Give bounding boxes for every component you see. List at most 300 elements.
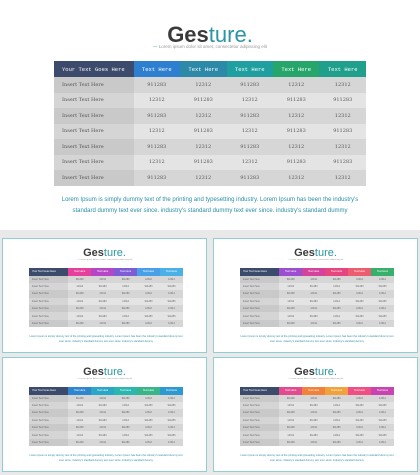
table-cell: 911283 (160, 417, 183, 424)
table-header-col-3: Text Here (325, 268, 348, 276)
table-cell: 12312 (160, 305, 183, 312)
table-header-col-5: Text Here (371, 268, 394, 276)
table-row (240, 283, 394, 290)
table-row (54, 155, 366, 171)
table-cell: 911283 (302, 312, 325, 319)
table-cell: 911283 (114, 409, 137, 416)
slide-thumbnail-1[interactable] (2, 238, 207, 353)
row-label: Insert Text Here (240, 417, 279, 424)
table-cell: 911283 (348, 402, 371, 409)
table-row (54, 170, 366, 186)
row-label: Insert Text Here (29, 283, 68, 290)
data-table (240, 268, 394, 327)
table-header-main: Your Text Goes Here (240, 268, 279, 276)
data-table (240, 387, 394, 446)
row-label: Insert Text Here (240, 276, 279, 283)
table-row (54, 108, 366, 124)
table-body (240, 276, 394, 328)
table-cell: 911283 (279, 395, 302, 402)
table-cell: 12312 (68, 312, 91, 319)
table-cell: 911283 (325, 409, 348, 416)
table-cell: 12312 (137, 276, 160, 283)
table-cell: 911283 (371, 402, 394, 409)
table-cell: 12312 (91, 439, 114, 446)
table-cell: 911283 (114, 290, 137, 297)
table-header-col-3: Text Here (114, 387, 137, 395)
table-cell: 911283 (302, 417, 325, 424)
table-cell: 911283 (319, 124, 366, 140)
table-cell: 12312 (160, 320, 183, 327)
table-cell: 12312 (137, 305, 160, 312)
slide-title (214, 366, 417, 378)
table-row (54, 139, 366, 155)
table-cell: 12312 (91, 424, 114, 431)
slide-subtitle (0, 44, 420, 49)
table-cell: 911283 (348, 298, 371, 305)
title-part-1: Ges (167, 22, 209, 47)
table-cell: 12312 (91, 276, 114, 283)
slide-subtitle (214, 259, 417, 261)
table-cell: 12312 (68, 417, 91, 424)
title-part-2: ture. (314, 247, 337, 259)
table-cell: 911283 (91, 312, 114, 319)
table-header-col-2: Text Here (180, 61, 226, 77)
table-header-main: Your Text Goes Here (29, 387, 68, 395)
table-cell: 911283 (273, 124, 319, 140)
row-label: Insert Text Here (29, 298, 68, 305)
table-row (29, 298, 183, 305)
title-part-2: ture. (208, 22, 253, 47)
table-body (240, 395, 394, 447)
table-header-col-4: Text Here (137, 268, 160, 276)
table-cell: 911283 (91, 417, 114, 424)
body-paragraph: Lorem Ipsum is simply dummy text of the printing and typesetting industry. Lorem Ipsum has been the industry's standard dummy text ever since. industry's standard dummy text ever since. industry's standard dummy (240, 335, 394, 343)
table-row (29, 305, 183, 312)
table-cell: 911283 (114, 439, 137, 446)
table-cell: 12312 (348, 305, 371, 312)
table-cell: 12312 (279, 431, 302, 438)
row-label: Insert Text Here (29, 320, 68, 327)
table-row (29, 424, 183, 431)
table-cell: 911283 (91, 298, 114, 305)
table-cell: 12312 (273, 139, 319, 155)
table-cell: 911283 (348, 312, 371, 319)
table-row (240, 424, 394, 431)
table-cell: 911283 (325, 439, 348, 446)
row-label: Insert Text Here (54, 139, 134, 155)
table-row (29, 312, 183, 319)
table-cell: 911283 (371, 417, 394, 424)
slide-subtitle (3, 378, 206, 380)
body-paragraph: Lorem Ipsum is simply dummy text of the printing and typesetting industry. Lorem Ipsum has been the industry's standard dummy text ever since. industry's standard dummy text ever since. industry's standard dummy (240, 454, 394, 462)
table-cell: 911283 (68, 424, 91, 431)
table-row (29, 409, 183, 416)
table-cell: 911283 (273, 155, 319, 171)
table-cell: 911283 (68, 320, 91, 327)
table-header-col-5: Text Here (160, 387, 183, 395)
row-label: Insert Text Here (54, 93, 134, 109)
slide-thumbnail-3[interactable] (2, 357, 207, 472)
table-cell: 911283 (371, 312, 394, 319)
table-cell: 12312 (348, 395, 371, 402)
table-cell: 12312 (325, 298, 348, 305)
table-cell: 12312 (371, 305, 394, 312)
table-cell: 12312 (68, 402, 91, 409)
table-cell: 12312 (134, 93, 180, 109)
table-cell: 12312 (180, 139, 226, 155)
data-table (29, 387, 183, 446)
table-row (240, 409, 394, 416)
subtitle-text: Lorem ipsum dolor sit amet, consectetur adipiscing elit (290, 378, 344, 380)
table-cell: 911283 (114, 395, 137, 402)
row-label: Insert Text Here (240, 312, 279, 319)
row-label: Insert Text Here (54, 108, 134, 124)
row-label: Insert Text Here (240, 431, 279, 438)
table-cell: 911283 (325, 395, 348, 402)
dash-decoration: — (152, 44, 159, 49)
table-cell: 911283 (160, 402, 183, 409)
table-cell: 911283 (279, 305, 302, 312)
table-cell: 12312 (68, 431, 91, 438)
subtitle-text: Lorem ipsum dolor sit amet, consectetur adipiscing elit (158, 44, 268, 49)
slide-subtitle (214, 378, 417, 380)
table-cell: 911283 (134, 139, 180, 155)
table-cell: 12312 (302, 290, 325, 297)
table-cell: 12312 (279, 283, 302, 290)
table-cell: 911283 (325, 320, 348, 327)
table-cell: 911283 (68, 409, 91, 416)
table-cell: 911283 (134, 108, 180, 124)
table-header-col-4: Text Here (273, 61, 319, 77)
table-cell: 12312 (302, 276, 325, 283)
row-label: Insert Text Here (240, 290, 279, 297)
table-row (29, 290, 183, 297)
table-cell: 911283 (325, 290, 348, 297)
table-cell: 12312 (91, 409, 114, 416)
table-cell: 911283 (180, 155, 226, 171)
table-cell: 12312 (134, 124, 180, 140)
table-cell: 12312 (371, 439, 394, 446)
row-label: Insert Text Here (240, 409, 279, 416)
table-header-col-2: Text Here (91, 268, 114, 276)
table-header-col-3: Text Here (114, 268, 137, 276)
row-label: Insert Text Here (29, 305, 68, 312)
table-cell: 911283 (114, 305, 137, 312)
row-label: Insert Text Here (29, 276, 68, 283)
table-header-col-3: Text Here (325, 387, 348, 395)
table-body (29, 395, 183, 447)
table-cell: 12312 (348, 424, 371, 431)
table-cell: 12312 (279, 417, 302, 424)
table-cell: 12312 (325, 402, 348, 409)
row-label: Insert Text Here (29, 431, 68, 438)
table-cell: 911283 (160, 298, 183, 305)
table-cell: 911283 (68, 276, 91, 283)
table-header-col-3: Text Here (227, 61, 273, 77)
table-cell: 911283 (371, 431, 394, 438)
table-header-main: Your Text Goes Here (54, 61, 134, 77)
table-cell: 12312 (91, 305, 114, 312)
row-label: Insert Text Here (240, 305, 279, 312)
table-header-main: Your Text Goes Here (240, 387, 279, 395)
table-header-col-2: Text Here (302, 268, 325, 276)
table-cell: 911283 (134, 77, 180, 93)
table-cell: 12312 (137, 409, 160, 416)
table-cell: 12312 (348, 439, 371, 446)
table-cell: 911283 (137, 312, 160, 319)
table-row (240, 320, 394, 327)
row-label: Insert Text Here (54, 77, 134, 93)
dash-decoration: — (76, 378, 80, 380)
table-cell: 911283 (325, 276, 348, 283)
table-cell: 12312 (160, 409, 183, 416)
table-header-col-5: Text Here (371, 387, 394, 395)
table-cell: 911283 (325, 424, 348, 431)
table-row (240, 298, 394, 305)
table-row (29, 439, 183, 446)
table-cell: 911283 (279, 409, 302, 416)
table-header-col-4: Text Here (348, 268, 371, 276)
table-cell: 911283 (279, 290, 302, 297)
slide-title (214, 247, 417, 259)
table-cell: 911283 (137, 298, 160, 305)
table-cell: 911283 (180, 93, 226, 109)
table-header-row (29, 268, 183, 276)
table-cell: 12312 (160, 439, 183, 446)
table-cell: 911283 (114, 424, 137, 431)
row-label: Insert Text Here (29, 409, 68, 416)
body-paragraph: Lorem Ipsum is simply dummy text of the printing and typesetting industry. Lorem Ipsum has been the industry's standard dummy text ever since. industry's standard dummy text ever since. industry's standard dummy (29, 335, 183, 343)
table-cell: 911283 (160, 312, 183, 319)
table-cell: 12312 (68, 298, 91, 305)
table-row (240, 290, 394, 297)
title-part-1: Ges (294, 247, 315, 259)
table-row (54, 93, 366, 109)
table-header-col-2: Text Here (91, 387, 114, 395)
row-label: Insert Text Here (54, 124, 134, 140)
table-cell: 12312 (180, 108, 226, 124)
table-cell: 911283 (137, 431, 160, 438)
body-paragraph: Lorem Ipsum is simply dummy text of the printing and typesetting industry. Lorem Ipsum has been the industry's standard dummy text ever since. industry's standard dummy text ever since. industry's standard dummy (61, 197, 359, 214)
table-cell: 12312 (371, 409, 394, 416)
table-cell: 12312 (160, 276, 183, 283)
table-cell: 12312 (273, 108, 319, 124)
table-header-row (240, 268, 394, 276)
table-cell: 911283 (302, 298, 325, 305)
table-row (240, 402, 394, 409)
table-cell: 911283 (348, 283, 371, 290)
table-cell: 12312 (273, 170, 319, 186)
table-header-col-5: Text Here (319, 61, 366, 77)
row-label: Insert Text Here (240, 283, 279, 290)
table-cell: 12312 (371, 290, 394, 297)
table-cell: 911283 (227, 108, 273, 124)
table-row (240, 305, 394, 312)
table-cell: 12312 (348, 409, 371, 416)
title-part-2: ture. (103, 247, 126, 259)
row-label: Insert Text Here (240, 395, 279, 402)
table-cell: 12312 (114, 402, 137, 409)
table-cell: 911283 (68, 290, 91, 297)
table-cell: 12312 (302, 305, 325, 312)
table-cell: 911283 (114, 320, 137, 327)
row-label: Insert Text Here (54, 170, 134, 186)
body-paragraph: Lorem Ipsum is simply dummy text of the printing and typesetting industry. Lorem Ipsum has been the industry's standard dummy text ever since. industry's standard dummy text ever since. industry's standard dummy (29, 454, 183, 462)
dash-decoration: — (76, 259, 80, 261)
table-cell: 12312 (348, 290, 371, 297)
table-header-row (29, 387, 183, 395)
table-cell: 12312 (319, 139, 366, 155)
table-cell: 12312 (180, 170, 226, 186)
data-table (29, 268, 183, 327)
title-part-2: ture. (103, 366, 126, 378)
table-cell: 12312 (325, 312, 348, 319)
table-header-row (54, 61, 366, 77)
table-cell: 911283 (319, 93, 366, 109)
table-cell: 12312 (137, 424, 160, 431)
table-cell: 911283 (279, 320, 302, 327)
slide-thumbnail-4[interactable] (213, 357, 418, 472)
table-cell: 12312 (273, 77, 319, 93)
table-cell: 12312 (114, 431, 137, 438)
table-cell: 12312 (227, 155, 273, 171)
dash-decoration: — (287, 259, 291, 261)
table-cell: 911283 (137, 417, 160, 424)
table-cell: 12312 (302, 424, 325, 431)
table-cell: 12312 (279, 402, 302, 409)
row-label: Insert Text Here (29, 395, 68, 402)
table-cell: 12312 (160, 290, 183, 297)
row-label: Insert Text Here (29, 417, 68, 424)
table-row (54, 77, 366, 93)
table-cell: 911283 (137, 283, 160, 290)
row-label: Insert Text Here (240, 439, 279, 446)
table-cell: 911283 (325, 305, 348, 312)
table-header-col-4: Text Here (348, 387, 371, 395)
table-header-col-5: Text Here (160, 268, 183, 276)
table-cell: 911283 (227, 139, 273, 155)
table-header-main: Your Text Goes Here (29, 268, 68, 276)
table-row (240, 417, 394, 424)
slide-thumbnail-2[interactable] (213, 238, 418, 353)
table-cell: 12312 (91, 395, 114, 402)
table-cell: 911283 (134, 170, 180, 186)
table-cell: 911283 (319, 155, 366, 171)
table-cell: 12312 (279, 312, 302, 319)
table-cell: 12312 (137, 290, 160, 297)
table-cell: 911283 (227, 77, 273, 93)
table-body (29, 276, 183, 328)
table-cell: 12312 (114, 312, 137, 319)
table-header-col-1: Text Here (279, 268, 302, 276)
table-header-col-1: Text Here (279, 387, 302, 395)
table-header-col-1: Text Here (68, 387, 91, 395)
table-cell: 12312 (348, 320, 371, 327)
table-row (29, 276, 183, 283)
table-row (29, 320, 183, 327)
table-cell: 911283 (273, 93, 319, 109)
data-table (54, 61, 366, 186)
table-row (29, 402, 183, 409)
table-cell: 12312 (371, 276, 394, 283)
row-label: Insert Text Here (29, 290, 68, 297)
table-cell: 911283 (91, 431, 114, 438)
slide-title (3, 247, 206, 259)
table-cell: 12312 (160, 424, 183, 431)
table-cell: 12312 (348, 276, 371, 283)
subtitle-text: Lorem ipsum dolor sit amet, consectetur adipiscing elit (79, 259, 133, 261)
table-cell: 12312 (180, 77, 226, 93)
row-label: Insert Text Here (29, 439, 68, 446)
table-row (240, 276, 394, 283)
table-row (240, 439, 394, 446)
table-cell: 911283 (371, 283, 394, 290)
table-cell: 12312 (134, 155, 180, 171)
table-header-col-2: Text Here (302, 387, 325, 395)
table-cell: 911283 (348, 417, 371, 424)
table-header-col-1: Text Here (68, 268, 91, 276)
table-row (29, 431, 183, 438)
table-row (54, 124, 366, 140)
table-cell: 12312 (371, 424, 394, 431)
table-cell: 12312 (114, 417, 137, 424)
row-label: Insert Text Here (29, 424, 68, 431)
table-cell: 12312 (91, 320, 114, 327)
table-cell: 12312 (319, 170, 366, 186)
row-label: Insert Text Here (240, 402, 279, 409)
table-cell: 911283 (91, 283, 114, 290)
table-cell: 12312 (137, 439, 160, 446)
table-cell: 12312 (325, 417, 348, 424)
table-cell: 12312 (227, 124, 273, 140)
table-cell: 12312 (114, 298, 137, 305)
table-cell: 12312 (137, 320, 160, 327)
table-cell: 12312 (325, 431, 348, 438)
table-cell: 911283 (371, 298, 394, 305)
slide-subtitle (3, 259, 206, 261)
table-cell: 911283 (68, 305, 91, 312)
table-cell: 911283 (302, 431, 325, 438)
table-row (29, 283, 183, 290)
table-cell: 12312 (160, 395, 183, 402)
table-header-col-1: Text Here (134, 61, 180, 77)
table-cell: 12312 (319, 108, 366, 124)
table-header-col-4: Text Here (137, 387, 160, 395)
table-cell: 12312 (68, 283, 91, 290)
table-cell: 911283 (68, 439, 91, 446)
table-cell: 12312 (325, 283, 348, 290)
table-cell: 12312 (371, 395, 394, 402)
table-body (54, 77, 366, 186)
table-cell: 12312 (137, 395, 160, 402)
table-cell: 911283 (302, 402, 325, 409)
row-label: Insert Text Here (29, 312, 68, 319)
main-slide[interactable] (0, 0, 420, 230)
table-cell: 911283 (68, 395, 91, 402)
table-cell: 12312 (227, 93, 273, 109)
table-cell: 911283 (160, 283, 183, 290)
subtitle-text: Lorem ipsum dolor sit amet, consectetur adipiscing elit (290, 259, 344, 261)
title-part-1: Ges (83, 247, 104, 259)
table-cell: 911283 (180, 124, 226, 140)
table-cell: 911283 (302, 283, 325, 290)
table-cell: 911283 (279, 439, 302, 446)
row-label: Insert Text Here (240, 298, 279, 305)
table-cell: 12312 (302, 320, 325, 327)
subtitle-text: Lorem ipsum dolor sit amet, consectetur adipiscing elit (79, 378, 133, 380)
row-label: Insert Text Here (240, 424, 279, 431)
row-label: Insert Text Here (54, 155, 134, 171)
